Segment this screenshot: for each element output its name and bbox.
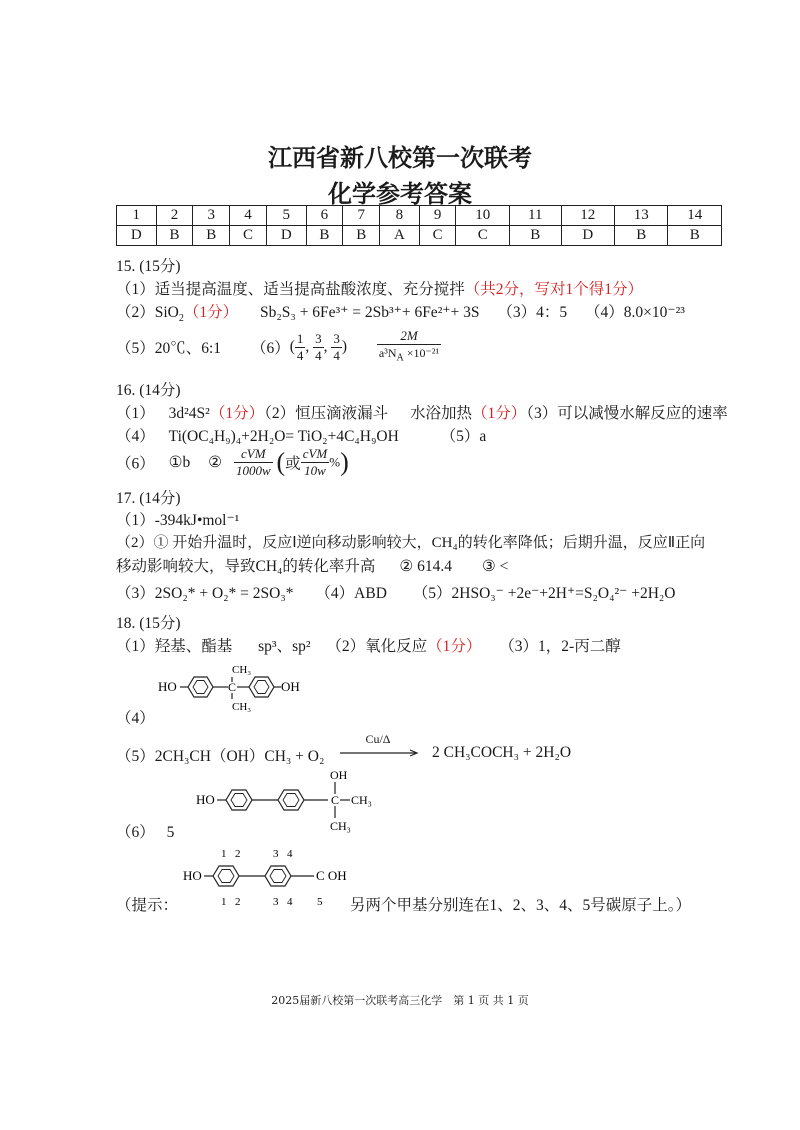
answer-letter: B xyxy=(668,226,722,246)
answer-letter: C xyxy=(419,226,456,246)
cooh-label: C OH xyxy=(316,868,347,883)
question-number: 3 xyxy=(193,206,230,226)
question-number: 9 xyxy=(419,206,456,226)
q17-part2-b: ② 614.4 xyxy=(399,558,452,575)
ho-label: HO xyxy=(158,679,177,694)
ho-label: HO xyxy=(196,792,215,807)
q18-hint-text: 另两个甲基分别连在1、2、3、4、5号碳原子上。） xyxy=(350,897,692,914)
pos-bottom-1: 1 xyxy=(221,896,227,908)
biphenyl-alcohol-structure xyxy=(190,768,390,834)
pos-bottom-2: 2 xyxy=(235,896,241,908)
benzene-ring-icon xyxy=(278,790,304,810)
q16-part6-a: ①b xyxy=(168,454,191,471)
q15-part2-sub: 2 xyxy=(178,313,184,325)
pos-top-1: 1 xyxy=(221,848,227,860)
benzene-ring-icon xyxy=(249,677,274,697)
answer-letter: B xyxy=(306,226,343,246)
q18-part5-condition: Cu/Δ xyxy=(365,732,391,746)
central-carbon: C xyxy=(331,793,340,807)
q17-part2-c: ③ < xyxy=(481,558,509,575)
reaction-arrow-icon xyxy=(338,749,420,759)
q16-part1-3 xyxy=(116,401,728,423)
q15-part2 xyxy=(116,300,685,324)
hint-structure xyxy=(180,842,360,908)
document-subtitle: 化学参考答案 xyxy=(328,179,472,208)
coord-fraction-3 xyxy=(331,331,342,364)
q16-part4-label: （4） xyxy=(116,428,155,445)
q16-f1-num: cVM xyxy=(241,446,266,461)
pos-bottom-4: 4 xyxy=(287,896,293,908)
methyl-bottom: CH₃ xyxy=(232,701,252,713)
q17-part1: （1）-394kJ•mol⁻¹ xyxy=(116,512,240,529)
coord-num-1: 1 xyxy=(296,330,304,346)
q18-part1-3 xyxy=(116,634,621,656)
q17-part2-line1: （2）① 开始升温时，反应Ⅰ逆向移动影响较大，CH₄的转化率降低；后期升温，反应Ⅱ正向 xyxy=(116,535,706,551)
q15-part2-equation: Sb₂S₃ + 6Fe³⁺ = 2Sb³⁺+ 6Fe²⁺+ 3S xyxy=(260,304,480,321)
coord-fraction-2 xyxy=(313,331,324,364)
answer-letter: A xyxy=(380,226,420,246)
q18-header: 18. (15分) xyxy=(116,615,181,632)
density-den-main: a³N xyxy=(378,346,397,360)
q17-header: 17. (14分) xyxy=(116,490,181,507)
question-number: 14 xyxy=(668,206,722,226)
benzene-ring-icon xyxy=(188,677,213,697)
coord-den-2: 4 xyxy=(315,347,322,363)
question-number: 10 xyxy=(456,206,509,226)
density-den-sub: A xyxy=(396,352,404,364)
pos-bottom-5: 5 xyxy=(317,896,323,908)
question-number: 4 xyxy=(230,206,267,226)
coord-fraction-1 xyxy=(295,331,306,364)
q18-part6 xyxy=(116,820,174,842)
q15-part5: （5）20℃、6:1 xyxy=(116,340,222,358)
question-number: 2 xyxy=(156,206,193,226)
ho-label: HO xyxy=(183,868,202,883)
q16-f2-den: 10w xyxy=(304,463,326,478)
benzene-ring-icon xyxy=(213,866,239,886)
answer-letter: B xyxy=(193,226,230,246)
answer-letter: B xyxy=(343,226,380,246)
q16-part1-label: （1） xyxy=(116,405,155,422)
coord-den-3: 4 xyxy=(333,347,340,363)
answer-letter: D xyxy=(117,226,157,246)
q16-part1-config: 3d²4S² xyxy=(168,405,210,422)
question-number: 11 xyxy=(509,206,561,226)
q16-part2-note: （1分） xyxy=(471,405,527,422)
q16-part2b: 水浴加热 xyxy=(409,405,472,422)
q16-fraction-2 xyxy=(301,446,330,479)
q15-part1 xyxy=(116,277,643,299)
q15-part1-note: （共2分，写对1个得1分） xyxy=(464,281,644,298)
question-number: 7 xyxy=(343,206,380,226)
q15-part2-note: （1分） xyxy=(183,304,239,321)
q17-part5: （5）2HSO₃⁻ +2e⁻+2H⁺=S₂O₄²⁻ +2H₂O xyxy=(412,585,676,602)
answer-letter: C xyxy=(456,226,509,246)
density-fraction xyxy=(377,328,441,366)
question-number: 6 xyxy=(306,206,343,226)
answer-table-numbers-row xyxy=(117,206,722,226)
q17-part2-line2 xyxy=(116,554,508,576)
q15-header: 15. (15分) xyxy=(116,258,181,275)
q16-part2: （2）恒压滴液漏斗 xyxy=(264,405,389,422)
q16-f2-num: cVM xyxy=(302,446,328,461)
methyl-right: CH₃ xyxy=(351,793,372,807)
q16-part6-b: ② xyxy=(208,454,223,471)
q18-hint-label: （提示： xyxy=(116,897,179,914)
answer-letter: D xyxy=(266,226,306,246)
pos-top-3: 3 xyxy=(273,848,279,860)
pos-bottom-3: 3 xyxy=(273,896,279,908)
central-carbon: C xyxy=(228,680,237,694)
oh-label: OH xyxy=(330,768,348,782)
question-number: 12 xyxy=(561,206,614,226)
q18-part2-note: （1分） xyxy=(427,638,482,655)
benzene-ring-icon xyxy=(226,790,252,810)
oh-label: OH xyxy=(281,679,300,694)
q18-part4-label: （4） xyxy=(116,710,155,727)
answer-letter: D xyxy=(561,226,614,246)
q16-f1-den: 1000w xyxy=(235,463,271,478)
q16-part5: （5）a xyxy=(440,428,487,445)
q17-part3-5 xyxy=(116,581,676,603)
question-number: 5 xyxy=(266,206,306,226)
methyl-top: CH₃ xyxy=(232,664,252,676)
q16-part3: （3）可以减慢水解反应的速率 xyxy=(526,405,728,422)
page-footer: 2025届新八校第一次联考高三化学 第 1 页 共 1 页 xyxy=(271,994,529,1007)
left-paren: ( xyxy=(276,447,286,477)
question-number: 1 xyxy=(117,206,157,226)
question-number: 13 xyxy=(615,206,668,226)
q17-part4: （4）ABD xyxy=(315,585,387,602)
q16-header: 16. (14分) xyxy=(116,382,181,399)
coord-num-3: 3 xyxy=(333,330,340,346)
q16-part6 xyxy=(116,446,349,479)
q16-part6-label: （6） xyxy=(116,455,155,473)
q15-part1-text: （1）适当提高温度、适当提高盐酸浓度、充分搅拌 xyxy=(116,281,465,298)
pos-top-2: 2 xyxy=(235,848,241,860)
q15-part6-label: （6） xyxy=(250,340,290,358)
q16-percent: % xyxy=(329,454,341,470)
q17-part2-text: 移动影响较大，导致CH₄的转化率升高 xyxy=(116,558,376,575)
question-number: 8 xyxy=(380,206,420,226)
bisphenol-structure xyxy=(150,656,310,716)
q15-part2-label: （2）SiO xyxy=(116,304,179,321)
methyl-bottom: CH₃ xyxy=(330,819,351,833)
density-den-rest: ×10⁻²¹ xyxy=(403,346,440,360)
q15-part5-6: （5）20℃、6:1 （6）( $\frac{1}{4}$ , $\frac{3}{4}$ , $\frac{3}{4}$ ) $\frac{2M}{a^3N_A \times 10^{-21}}$ xyxy=(116,328,441,366)
q18-part6-label: （6） xyxy=(116,824,155,841)
q15-part4: （4）8.0×10⁻²³ xyxy=(585,304,685,321)
answer-letter: C xyxy=(230,226,267,246)
density-numerator: 2M xyxy=(400,328,418,343)
pos-top-4: 4 xyxy=(287,848,293,860)
q18-part3: （3）1，2-丙二醇 xyxy=(499,638,621,655)
coord-num-2: 3 xyxy=(315,330,322,346)
right-paren: ) xyxy=(340,447,349,477)
answer-letter: B xyxy=(509,226,561,246)
q18-part2: （2）氧化反应 xyxy=(326,638,428,655)
q16-part4-equation: Ti(OC₄H₉)₄+2H₂O= TiO₂+4C₄H₉OH xyxy=(168,428,399,445)
density-denominator xyxy=(377,345,441,366)
coord-den-1: 4 xyxy=(296,347,304,363)
q18-part1: （1）羟基、酯基 xyxy=(116,638,233,655)
answer-table xyxy=(116,205,722,246)
q18-part1-b: sp³、sp² xyxy=(258,638,311,655)
q16-or: 或 xyxy=(285,455,301,473)
answer-table-answers-row xyxy=(117,226,722,246)
q18-part5-products: 2 CH₃COCH₃ + 2H₂O xyxy=(432,744,572,761)
q18-part6-answer: 5 xyxy=(166,824,175,841)
q18-part5 xyxy=(116,744,324,766)
q16-part4-5 xyxy=(116,424,486,446)
q16-fraction-1 xyxy=(234,446,273,479)
answer-letter: B xyxy=(156,226,193,246)
benzene-ring-icon xyxy=(265,866,291,886)
q17-part3: （3）2SO₂* + O₂* = 2SO₃* xyxy=(116,585,294,602)
q18-part5-reactants: （5）2CH₃CH（OH）CH₃ + O₂ xyxy=(116,748,325,765)
document-title: 江西省新八校第一次联考 xyxy=(268,143,532,172)
q16-part1-note: （1分） xyxy=(209,405,265,422)
answer-letter: B xyxy=(615,226,668,246)
q15-part3: （3）4：5 xyxy=(497,304,568,321)
